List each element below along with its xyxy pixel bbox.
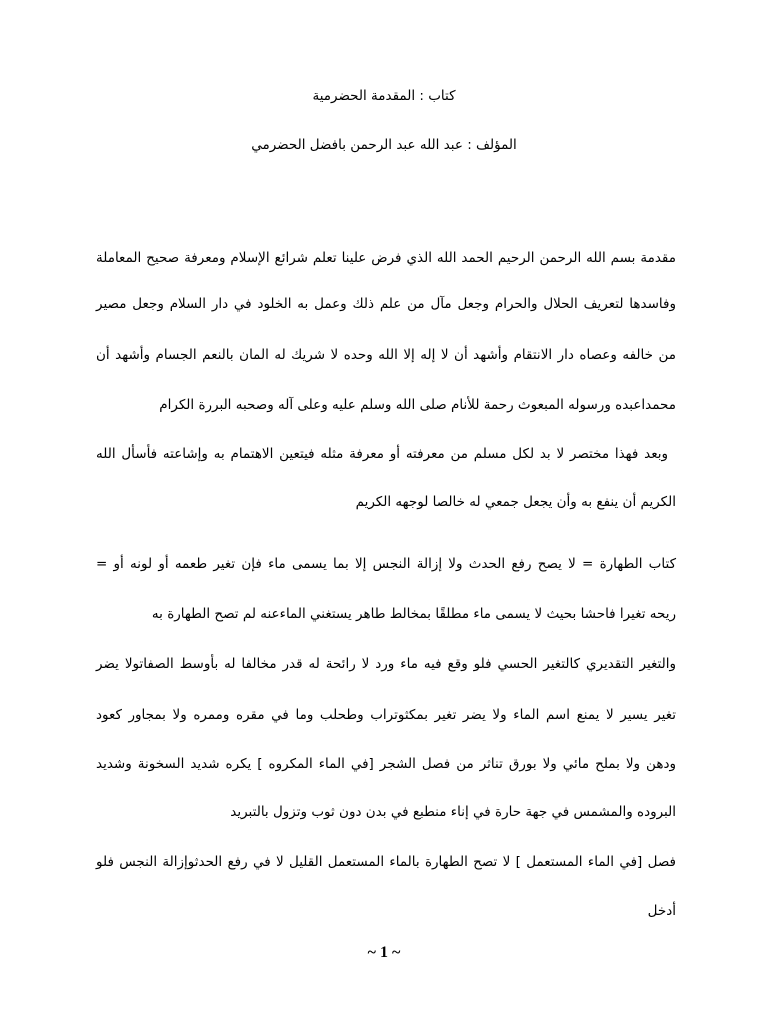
text-line-9: والتغير التقديري كالتغير الحسي فلو وقع فيه ماء ورد لا رائحة له قدر مخالفا له بأوسط الصفاتولا يضر bbox=[96, 656, 676, 672]
page-number: ~ 1 ~ bbox=[367, 944, 401, 961]
text-line-5: وبعد فهذا مختصر لا بد لكل مسلم من معرفته أو معرفة مثله فيتعين الاهتمام به وإشاعته فأسأل الله bbox=[96, 446, 668, 462]
book-title: كتاب : المقدمة الحضرمية bbox=[312, 88, 456, 104]
text-line-4: محمداعبده ورسوله المبعوث رحمة للأنام صلى الله وسلم عليه وعلى آله وصحبه البررة الكرام bbox=[159, 397, 676, 413]
author-line: المؤلف : عبد الله عبد الرحمن بافضل الحضرمي bbox=[251, 137, 517, 153]
text-line-3: من خالفه وعصاه دار الانتقام وأشهد أن لا إله إلا الله وحده لا شريك له المان بالنعم الجسام وأشهد أن bbox=[96, 347, 676, 363]
text-line-7: كتاب الطهارة = لا يصح رفع الحدث ولا إزالة النجس إلا بما يسمى ماء فإن تغير طعمه أو لونه أو = bbox=[96, 556, 676, 572]
text-line-1: مقدمة بسم الله الرحمن الرحيم الحمد الله الذي فرض علينا تعلم شرائع الإسلام ومعرفة صحيح المعاملة bbox=[96, 250, 676, 266]
text-line-10: تغير يسير لا يمنع اسم الماء ولا يضر تغير بمكثوتراب وطحلب وما في مقره وممره ولا بمجاور كعود bbox=[96, 707, 676, 723]
text-line-2: وفاسدها لتعريف الحلال والحرام وجعل مآل من علم ذلك وعمل به الخلود في دار السلام وجعل مصير bbox=[96, 296, 676, 312]
text-line-11: ودهن ولا بملح مائي ولا بورق تناثر من فصل الشجر [في الماء المكروه ] يكره شديد السخونة وشديد bbox=[96, 756, 676, 772]
text-line-12: البروده والمشمس في جهة حارة في إناء منطبع في بدن دون ثوب وتزول بالتبريد bbox=[230, 804, 676, 820]
text-line-14: أدخل bbox=[647, 903, 676, 919]
text-line-13: فصل [في الماء المستعمل ] لا تصح الطهارة بالماء المستعمل القليل لا في رفع الحدثوإزالة النجس فلو bbox=[96, 854, 676, 870]
text-line-6: الكريم أن ينفع به وأن يجعل جمعي له خالصا لوجهه الكريم bbox=[355, 494, 676, 510]
text-line-8: ريحه تغيرا فاحشا بحيث لا يسمى ماء مطلقًا بمخالط طاهر يستغني الماءعنه لم تصح الطهارة به bbox=[151, 606, 676, 622]
